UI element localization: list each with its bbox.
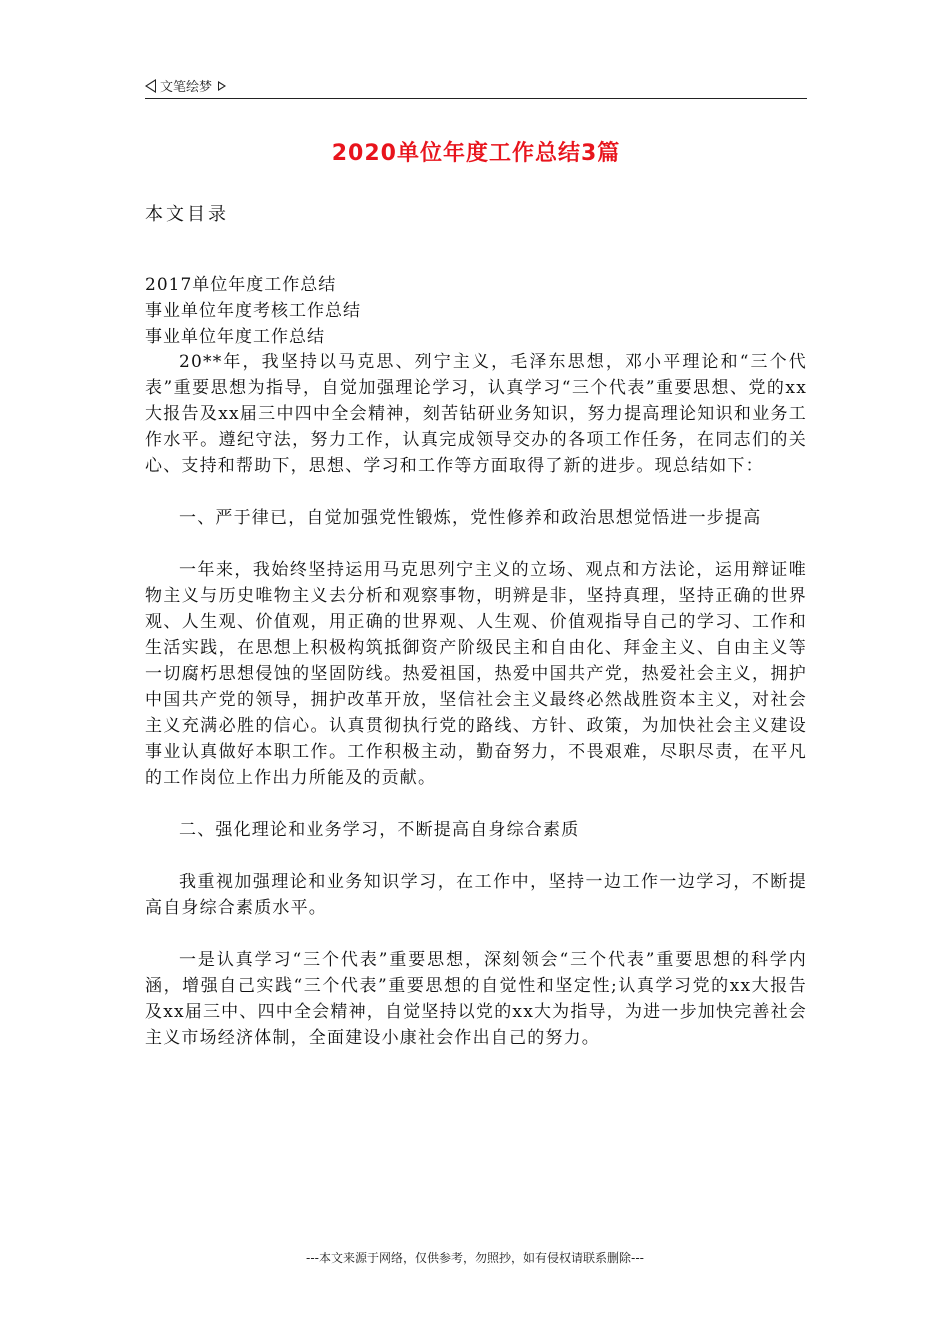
page-header	[145, 76, 807, 98]
toc-item[interactable]: 2017单位年度工作总结	[145, 275, 337, 295]
section-heading: 二、强化理论和业务学习，不断提高自身综合素质	[179, 820, 580, 840]
section-heading: 一、严于律已，自觉加强党性锻炼，党性修养和政治思想觉悟进一步提高	[179, 508, 762, 528]
paragraph: 一是认真学习“三个代表”重要思想，深刻领会“三个代表”重要思想的科学内涵，增强自己实践“三个代表”重要思想的自觉性和坚定性;认真学习党的xx大报告及xx届三中、四中全会精神，自觉坚持以党的xx大为指导，为进一步加快完善社会主义市场经济体制，全面建设小康社会作出自己的努力。	[145, 950, 807, 1048]
paragraph: 20**年，我坚持以马克思、列宁主义，毛泽东思想，邓小平理论和“三个代表”重要思想为指导，自觉加强理论学习，认真学习“三个代表”重要思想、党的xx大报告及xx届三中四中全会精神，刻苦钻研业务知识，努力提高理论知识和业务工作水平。遵纪守法，努力工作，认真完成领导交办的各项工作任务，在同志们的关心、支持和帮助下，思想、学习和工作等方面取得了新的进步。现总结如下：	[145, 352, 807, 476]
header-brand: 文笔绘梦	[160, 80, 213, 95]
triangle-right-icon	[218, 81, 226, 91]
triangle-left-icon	[145, 79, 156, 93]
header-rule	[145, 98, 807, 99]
page-footer: ---本文来源于网络，仅供参考，勿照抄，如有侵权请联系删除---	[306, 1251, 644, 1265]
paragraph: 我重视加强理论和业务知识学习，在工作中，坚持一边工作一边学习，不断提高自身综合素质水平。	[145, 872, 807, 918]
document-body	[145, 349, 807, 1077]
toc-heading: 本文目录	[145, 204, 229, 225]
table-of-contents	[145, 272, 361, 350]
toc-item[interactable]: 事业单位年度工作总结	[145, 327, 325, 347]
paragraph: 一年来，我始终坚持运用马克思列宁主义的立场、观点和方法论，运用辩证唯物主义与历史唯物主义去分析和观察事物，明辨是非，坚持真理，坚持正确的世界观、人生观、价值观，用正确的世界观、人生观、价值观指导自己的学习、工作和生活实践，在思想上积极构筑抵御资产阶级民主和自由化、拜金主义、自由主义等一切腐朽思想侵蚀的坚固防线。热爱祖国，热爱中国共产党，热爱社会主义，拥护中国共产党的领导，拥护改革开放，坚信社会主义最终必然战胜资本主义，对社会主义充满必胜的信心。认真贯彻执行党的路线、方针、政策，为加快社会主义建设事业认真做好本职工作。工作积极主动，勤奋努力，不畏艰难，尽职尽责，在平凡的工作岗位上作出力所能及的贡献。	[145, 560, 807, 788]
toc-item[interactable]: 事业单位年度考核工作总结	[145, 301, 361, 321]
document-title: 2020单位年度工作总结3篇	[331, 141, 621, 166]
